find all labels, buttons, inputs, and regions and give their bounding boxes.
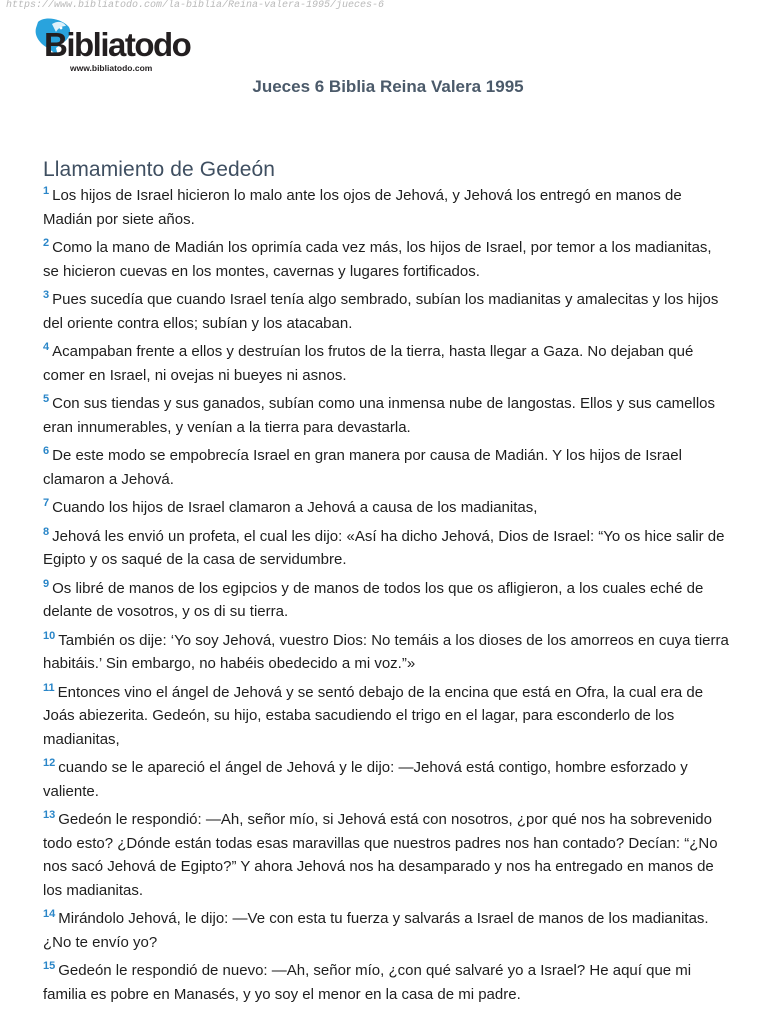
- verse-number: 15: [43, 960, 56, 972]
- verse: [43, 907, 731, 954]
- logo-site-url: www.bibliatodo.com: [70, 63, 153, 73]
- verse-number: 4: [43, 341, 50, 353]
- verse-text: Como la mano de Madián los oprimía cada vez más, los hijos de Israel, por temor a los madianitas, se hicieron cuevas en los montes, cavernas y lugares fortificados.: [43, 239, 712, 280]
- verse-list: [43, 184, 731, 1011]
- verse-number: 12: [43, 757, 56, 769]
- verse-number: 10: [43, 629, 56, 642]
- verse-text: Acampaban frente a ellos y destruían los frutos de la tierra, hasta llegar a Gaza. No dejaban qué comer en Israel, ni ovejas ni bueyes ni asnos.: [43, 343, 694, 384]
- verse-text: Jehová les envió un profeta, el cual les dijo: «Así ha dicho Jehová, Dios de Israel: “Yo os hice salir de Egipto y os saqué de la casa de servidumbre.: [43, 527, 725, 568]
- verse-number: 13: [43, 809, 56, 821]
- verse: [43, 756, 731, 803]
- verse: [43, 236, 731, 283]
- verse: [43, 444, 731, 491]
- verse-number: 14: [43, 908, 56, 920]
- verse-number: 2: [43, 237, 50, 249]
- verse-text: De este modo se empobrecía Israel en gran manera por causa de Madián. Y los hijos de Israel clamaron a Jehová.: [43, 447, 682, 488]
- verse: [43, 288, 731, 335]
- verse: [43, 629, 731, 676]
- logo-wordmark: Bibliatodo: [44, 26, 191, 63]
- verse: [43, 496, 731, 520]
- verse-text: Los hijos de Israel hicieron lo malo ante los ojos de Jehová, y Jehová los entregó en manos de Madián por siete años.: [43, 187, 682, 228]
- verse: [43, 681, 731, 752]
- verse: [43, 525, 731, 572]
- verse-text: Pues sucedía que cuando Israel tenía algo sembrado, subían los madianitas y amalecitas y los hijos del oriente contra ellos; subían y los atacaban.: [43, 291, 719, 332]
- verse-number: 11: [43, 681, 55, 694]
- verse-text: cuando se le apareció el ángel de Jehová y le dijo: —Jehová está contigo, hombre esforzado y valiente.: [43, 759, 688, 800]
- verse-text: También os dije: ‘Yo soy Jehová, vuestro Dios: No temáis a los dioses de los amorreos en cuya tierra habitáis.’ Sin embargo, no habéis obedecido a mi voz.”»: [43, 631, 729, 672]
- verse-number: 8: [43, 525, 50, 538]
- verse-text: Os libré de manos de los egipcios y de manos de todos los que os afligieron, a los cuales eché de delante de vosotros, y os di su tierra.: [43, 579, 704, 620]
- bibliatodo-logo[interactable]: [34, 14, 194, 76]
- verse: [43, 577, 731, 624]
- document-title: Jueces 6 Biblia Reina Valera 1995: [252, 77, 524, 96]
- verse-text: Gedeón le respondió: —Ah, señor mío, si Jehová está con nosotros, ¿por qué nos ha sobrevenido todo esto? ¿Dónde están todas esas maravillas que nuestros padres nos han contado? Decían: “¿No nos sacó Jehová de Egipto?” Y ahora Jehová nos ha desamparado y nos ha entregado en manos de los madianitas.: [43, 811, 718, 899]
- section-heading: Llamamiento de Gedeón: [43, 158, 276, 181]
- source-url: https://www.bibliatodo.com/la-biblia/Reina-valera-1995/jueces-6: [6, 0, 385, 11]
- verse-text: Entonces vino el ángel de Jehová y se sentó debajo de la encina que está en Ofra, la cual era de Joás abiezerita. Gedeón, su hijo, estaba sacudiendo el trigo en el lagar, para esconderlo de los madianitas,: [43, 683, 704, 748]
- verse: [43, 959, 731, 1006]
- verse-number: 9: [43, 577, 50, 590]
- verse-number: 6: [43, 445, 50, 457]
- verse-number: 7: [43, 497, 50, 509]
- verse-text: Cuando los hijos de Israel clamaron a Jehová a causa de los madianitas,: [52, 499, 538, 516]
- verse: [43, 184, 731, 231]
- verse: [43, 340, 731, 387]
- verse-number: 1: [43, 185, 50, 197]
- verse: [43, 392, 731, 439]
- verse-text: Gedeón le respondió de nuevo: —Ah, señor mío, ¿con qué salvaré yo a Israel? He aquí que mi familia es pobre en Manasés, y yo soy el menor en la casa de mi padre.: [43, 962, 692, 1003]
- verse-number: 5: [43, 393, 50, 405]
- verse-text: Mirándolo Jehová, le dijo: —Ve con esta tu fuerza y salvarás a Israel de manos de los madianitas. ¿No te envío yo?: [43, 910, 709, 951]
- verse-number: 3: [43, 289, 50, 301]
- verse-text: Con sus tiendas y sus ganados, subían como una inmensa nube de langostas. Ellos y sus camellos eran innumerables, y venían a la tierra para devastarla.: [43, 395, 716, 436]
- verse: [43, 808, 731, 902]
